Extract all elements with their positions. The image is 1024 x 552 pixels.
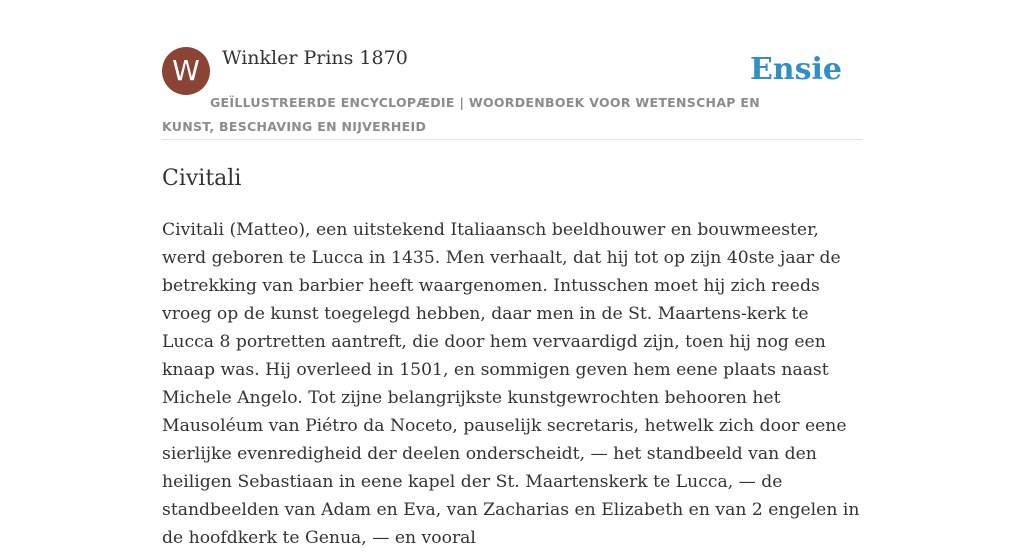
ensie-logo[interactable]: Ensie xyxy=(749,52,842,87)
article-title: Civitali xyxy=(162,166,242,191)
source-header xyxy=(162,46,862,140)
source-subtitle: GEÏLLUSTREERDE ENCYCLOPÆDIE | WOORDENBOEK VOOR WETENSCHAP EN KUNST, BESCHAVING EN NIJVERHEID xyxy=(162,95,760,134)
article xyxy=(162,162,862,552)
article-body: Civitali (Matteo), een uitstekend Italiaansch beeldhouwer en bouwmeester, werd geboren te Lucca in 1435. Men verhaalt, dat hij tot op zijn 40ste jaar de betrekking van barbier heeft waargenomen. Intusschen moet hij zich reeds vroeg op de kunst toegelegd hebben, daar men in de St. Maartens-kerk te Lucca 8 portretten aantreft, die door hem vervaardigd zijn, toen hij nog een knaap was. Hij overleed in 1501, en sommigen geven hem eene plaats naast Michele Angelo. Tot zijne belangrijkste kunstgewrochten behooren het Mausoléum van Piétro da Noceto, pauselijk secretaris, hetwelk zich door eene sierlijke evenredigheid der deelen onderscheidt, — het standbeeld van den heiligen Sebastiaan in eene kapel der St. Maartenskerk te Lucca, — de standbeelden van Adam en Eva, van Zacharias en Elizabeth en van 2 engelen in de hoofdkerk te Genua, — en vooral xyxy=(162,220,860,548)
source-title-link[interactable]: Winkler Prins 1870 xyxy=(222,47,408,69)
avatar[interactable]: W xyxy=(162,47,210,95)
